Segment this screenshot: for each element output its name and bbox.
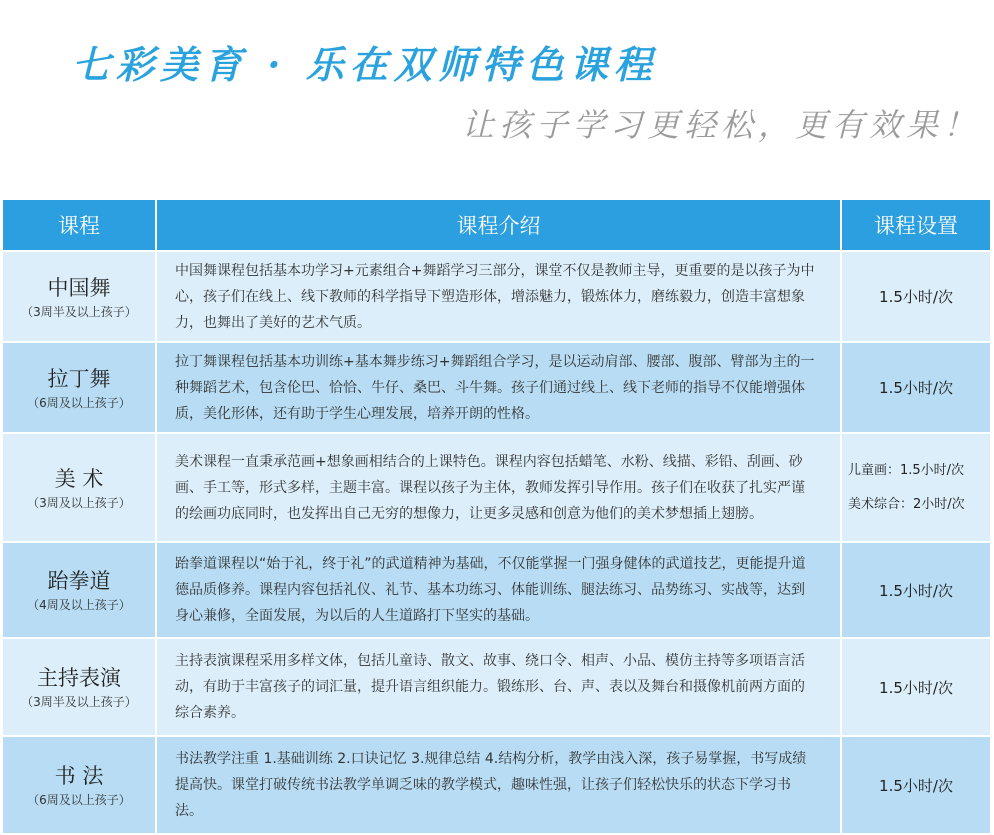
course-name-cell (3, 737, 155, 833)
schedule-text: 1.5小时/次 (879, 288, 953, 306)
course-description: 美术课程一直秉承范画+想象画相结合的上课特色。课程内容包括蜡笔、水粉、线描、彩铅、刮画、砂画、手工等，形式多样，主题丰富。课程以孩子为主体，教师发挥引导作用。孩子们在收获了扎实严谨的绘画功底同时，也发挥出自己无穷的想像力，让更多灵感和创意为他们的美术梦想插上翅膀。 (157, 434, 840, 541)
course-name: 跆拳道 (47, 569, 111, 593)
course-age: （6周及以上孩子） (27, 793, 131, 807)
schedule-text: 1.5小时/次 (879, 581, 953, 600)
header-course: 课程 (3, 200, 155, 250)
course-name-cell (3, 434, 155, 541)
course-description: 跆拳道课程以“始于礼，终于礼”的武道精神为基础，不仅能掌握一门强身健体的武道技艺，更能提升道德品质修养。课程内容包括礼仪、礼节、基本功练习、体能训练、腿法练习、品势练习、实战等，达到身心兼修，全面发展，为以后的人生道路打下坚实的基础。 (157, 543, 840, 637)
course-name-cell (3, 343, 155, 432)
course-age: （3周半及以上孩子） (21, 695, 137, 709)
table-header-row (3, 200, 990, 250)
course-name: 美 术 (54, 466, 104, 491)
course-age: （4周及以上孩子） (27, 598, 131, 612)
table-row (3, 343, 990, 432)
course-schedule (842, 252, 990, 341)
page-subtitle: 让孩子学习更轻松，更有效果！ (462, 106, 981, 144)
schedule-text: 1.5小时/次 (879, 678, 953, 697)
schedule-text: 1.5小时/次 (879, 776, 953, 795)
course-name-cell (3, 543, 155, 637)
course-age: （6周及以上孩子） (27, 395, 131, 410)
table-row (3, 252, 990, 341)
course-description: 拉丁舞课程包括基本功训练+基本舞步练习+舞蹈组合学习，是以运动肩部、腰部、腹部、臂部为主的一种舞蹈艺术，包含伦巴、恰恰、牛仔、桑巴、斗牛舞。孩子们通过线上、线下老师的指导不仅能增强体质，美化形体，还有助于学生心理发展，培养开朗的性格。 (157, 343, 840, 432)
page-title: 七彩美育 · 乐在双师特色课程 (72, 42, 658, 87)
header-schedule: 课程设置 (842, 200, 990, 250)
course-schedule (842, 737, 990, 833)
course-name: 主持表演 (37, 666, 121, 690)
course-description: 中国舞课程包括基本功学习+元素组合+舞蹈学习三部分，课堂不仅是教师主导，更重要的是以孩子为中心，孩子们在线上、线下教师的科学指导下塑造形体，增添魅力，锻炼体力，磨练毅力，创造丰富想象力，也舞出了美好的艺术气质。 (157, 252, 840, 341)
course-schedule (842, 434, 990, 541)
schedule-text: 1.5小时/次 (879, 379, 953, 397)
schedule-text: 美术综合：2小时/次 (848, 496, 965, 512)
course-table (1, 198, 992, 835)
course-name-cell (3, 639, 155, 735)
course-name: 拉丁舞 (47, 366, 111, 391)
schedule-text: 儿童画：1.5小时/次 (848, 462, 965, 478)
course-description: 书法教学注重 1.基础训练 2.口诀记忆 3.规律总结 4.结构分析，教学由浅入深，孩子易掌握，书写成绩提高快。课堂打破传统书法教学单调乏味的教学模式，趣味性强，让孩子们轻松快乐的状态下学习书法。 (157, 737, 840, 833)
course-description: 主持表演课程采用多样文体，包括儿童诗、散文、故事、绕口令、相声、小品、模仿主持等多项语言活动，有助于丰富孩子的词汇量，提升语言组织能力。锻练形、台、声、表以及舞台和摄像机前两方面的综合素养。 (157, 639, 840, 735)
table-row (3, 639, 990, 735)
course-name: 书 法 (54, 764, 104, 788)
table-row (3, 543, 990, 637)
table-row (3, 434, 990, 541)
course-name: 中国舞 (47, 275, 111, 300)
course-schedule (842, 639, 990, 735)
course-name-cell (3, 252, 155, 341)
course-schedule (842, 343, 990, 432)
course-age: （3周半及以上孩子） (21, 304, 137, 319)
course-age: （3周及以上孩子） (27, 495, 131, 510)
table-row (3, 737, 990, 833)
header-intro: 课程介绍 (157, 200, 840, 250)
course-schedule (842, 543, 990, 637)
